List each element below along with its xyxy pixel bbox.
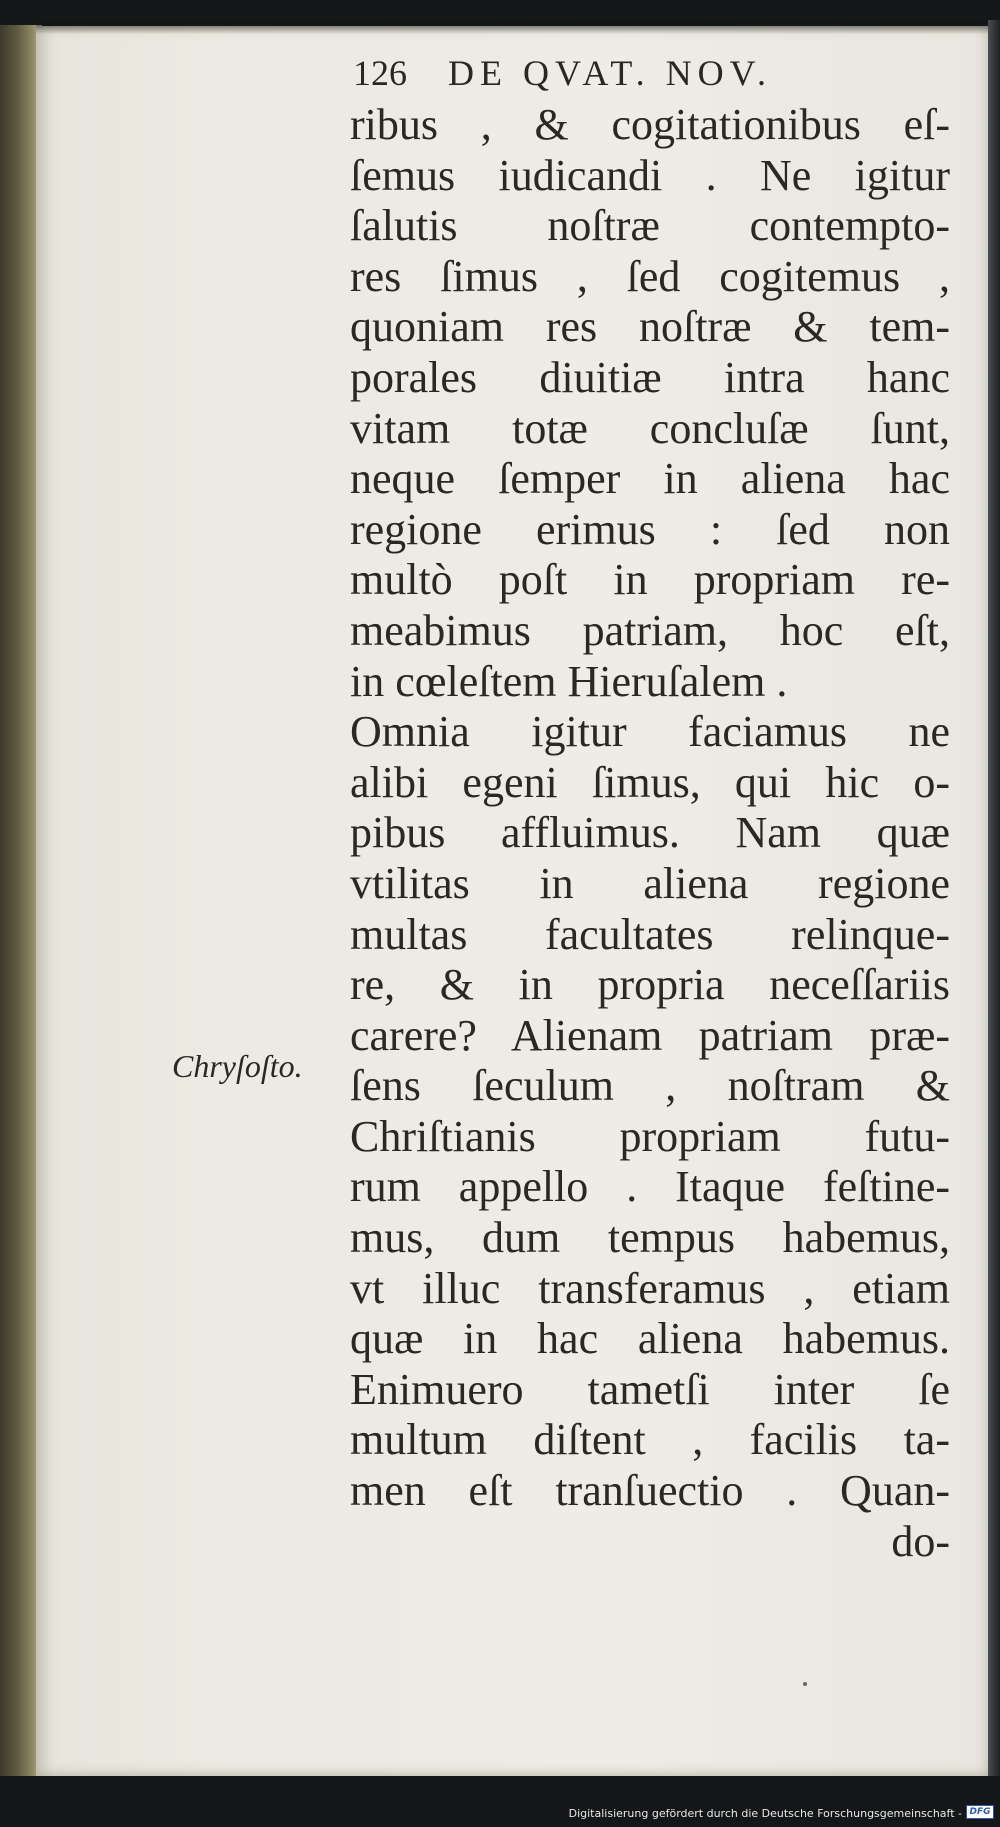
- text-line: vitam totæ concluſæ ſunt,: [350, 403, 950, 453]
- dfg-logo: DFG: [966, 1805, 994, 1819]
- text-line: res ſimus , ſed cogitemus ,: [350, 251, 950, 301]
- digitization-credit: Digitalisierung gefördert durch die Deutsche Forschungsgemeinschaft -: [568, 1807, 962, 1820]
- text-line: in cœleſtem Hieruſalem .: [350, 656, 788, 706]
- text-line: re, & in propria neceſſariis: [350, 960, 950, 1010]
- text-line: meabimus patriam, hoc eſt,: [350, 605, 950, 655]
- page-right-edge: [988, 20, 1000, 1780]
- text-line: vt illuc transferamus , etiam: [350, 1263, 950, 1313]
- text-line: Enimuero tametſi inter ſe: [350, 1364, 950, 1414]
- text-line: rum appello . Itaque feſtine-: [350, 1162, 950, 1212]
- text-line: regione erimus : ſed non: [350, 504, 950, 554]
- text-line: neque ſemper in aliena hac: [350, 454, 950, 504]
- catchword: do-: [891, 1516, 950, 1566]
- paper-speck: [803, 1682, 807, 1686]
- text-line: Omnia igitur faciamus ne: [350, 707, 950, 757]
- margin-note: Chryſoſto.: [172, 1048, 303, 1084]
- text-line: pibus affluimus. Nam quæ: [350, 808, 950, 858]
- text-line: vtilitas in aliena regione: [350, 858, 950, 908]
- text-line: porales diuitiæ intra hanc: [350, 352, 950, 402]
- text-line: ſemus iudicandi . Ne igitur: [350, 150, 950, 200]
- text-line: carere? Alienam patriam præ-: [350, 1010, 950, 1060]
- page-top-shadow: [36, 20, 990, 34]
- text-line: ſens ſeculum , noſtram &: [350, 1061, 950, 1111]
- text-line: ſalutis noſtræ contempto-: [350, 201, 950, 251]
- text-line: mus, dum tempus habemus,: [350, 1213, 950, 1263]
- text-line: quoniam res noſtræ & tem-: [350, 302, 950, 352]
- text-line: ribus , & cogitationibus eſ-: [350, 100, 950, 149]
- text-line: men eſt tranſuectio . Quan-: [350, 1466, 950, 1516]
- text-line: Chriſtianis propriam futu-: [350, 1111, 950, 1161]
- page-number: 126: [353, 53, 407, 93]
- text-line: multas facultates relinque-: [350, 909, 950, 959]
- text-line: alibi egeni ſimus, qui hic o-: [350, 757, 950, 807]
- text-line: quæ in hac aliena habemus.: [350, 1314, 950, 1364]
- text-line: multò poſt in propriam re-: [350, 555, 950, 605]
- running-header: [353, 52, 913, 102]
- text-line: multum diſtent , facilis ta-: [350, 1415, 950, 1465]
- running-title: DE QVAT. NOV.: [448, 53, 773, 93]
- body-text: [350, 100, 950, 1567]
